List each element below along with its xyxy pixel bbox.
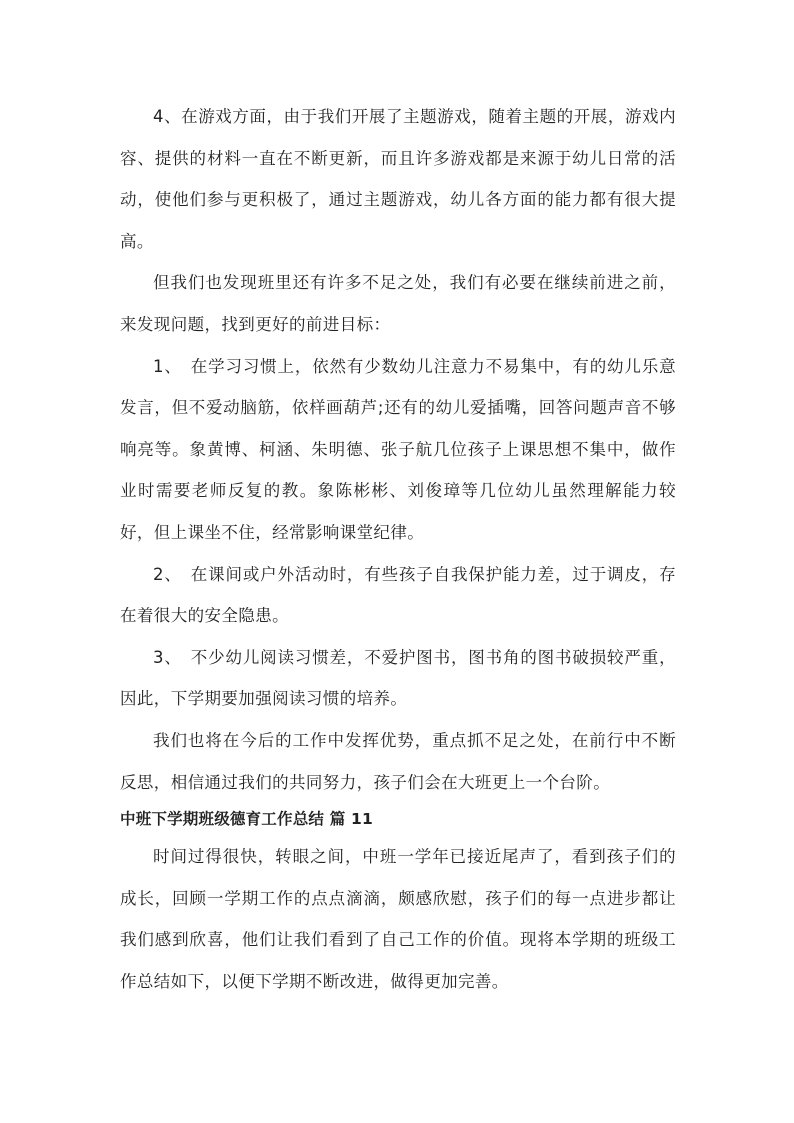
paragraph-shortcomings-intro: 但我们也发现班里还有许多不足之处，我们有必要在继续前进之前，来发现问题，找到更好的前进目标： — [120, 273, 676, 334]
paragraph-summary-intro: 时间过得很快，转眼之间，中班一学年已接近尾声了，看到孩子们的成长，回顾一学期工作的点点滴滴，颇感欣慰，孩子们的每一点进步都让我们感到欣喜，他们让我们看到了自己工作的价值。现将本学期的班级工作总结如下，以便下学期不断改进，做得更加完善。 — [120, 847, 676, 991]
paragraph-games: 4、在游戏方面，由于我们开展了主题游戏，随着主题的开展，游戏内容、提供的材料一直在不断更新，而且许多游戏都是来源于幼儿日常的活动，使他们参与更积极了，通过主题游戏，幼儿各方面的能力都有很大提高。 — [120, 107, 676, 251]
section-title: 中班下学期班级德育工作总结 篇 11 — [120, 810, 373, 829]
paragraph-item-1-study-habits: 1、 在学习习惯上，依然有少数幼儿注意力不易集中，有的幼儿乐意发言，但不爱动脑筋，依样画葫芦;还有的幼儿爱插嘴，回答问题声音不够响亮等。象黄博、柯涵、朱明德、张子航几位孩子上课思想不集中，做作业时需要老师反复的教。象陈彬彬、刘俊璋等几位幼儿虽然理解能力较好，但上课坐不住，经常影响课堂纪律。 — [120, 356, 676, 542]
paragraph-item-3-reading: 3、 不少幼儿阅读习惯差，不爱护图书，图书角的图书破损较严重，因此，下学期要加强阅读习惯的培养。 — [120, 647, 676, 709]
paragraph-item-2-safety: 2、 在课间或户外活动时，有些孩子自我保护能力差，过于调皮，存在着很大的安全隐患。 — [120, 564, 676, 626]
document-page — [120, 96, 676, 1002]
paragraph-conclusion: 我们也将在今后的工作中发挥优势，重点抓不足之处，在前行中不断反思，相信通过我们的共同努力，孩子们会在大班更上一个台阶。 — [120, 730, 676, 792]
